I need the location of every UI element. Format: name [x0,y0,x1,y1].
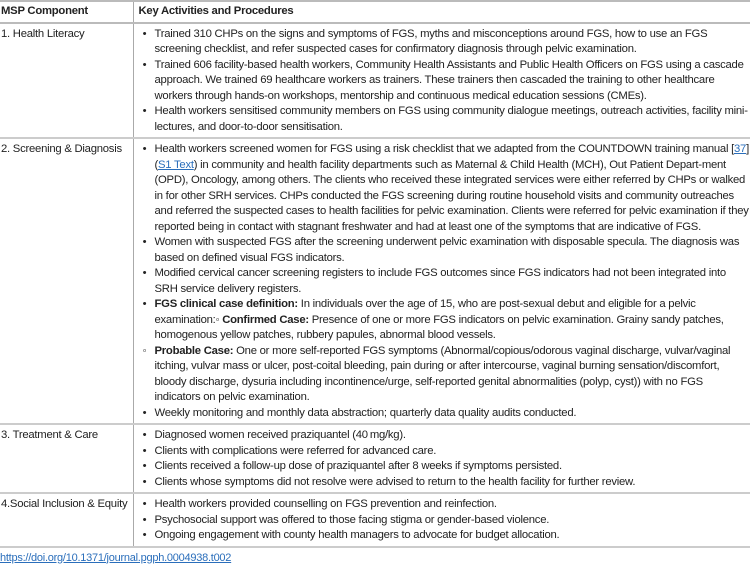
list-item: • Health workers sensitised community members on FGS using community dialogue meetings, outreach activities, facility mini-lectures, and door-to-door sensitisation. [139,104,750,135]
bullet-icon: • [139,58,151,74]
list-item: • Trained 606 facility-based health workers, Community Health Assistants and Public Health Officers on FGS using a cascade approach. We trained 69 healthcare workers as trainers. These trainers then cascaded the training to other healthcare workers through hands-on workshops, mentorship and continuous medical education sessions (CMEs). [139,58,750,105]
bullet-icon: • [139,459,151,475]
bullet-icon: • [139,513,151,529]
header-key-activities: Key Activities and Procedures [133,1,750,23]
s1-text-link[interactable]: S1 Text [158,159,194,171]
list-item: • Health workers provided counselling on FGS prevention and reinfection. [139,497,750,513]
component-cell: 1. Health Literacy [0,23,133,139]
table-row [0,23,750,139]
table-row [0,138,750,424]
list-item: • Clients received a follow-up dose of praziquantel after 8 weeks if symptoms persisted. [139,459,750,475]
activity-list [139,497,750,544]
bullet-icon: • [139,528,151,544]
bullet-icon: • [139,266,151,282]
reference-link-37[interactable]: 37 [734,143,746,155]
bullet-icon: • [139,497,151,513]
bullet-icon: • [139,27,151,43]
header-msp-component: MSP Component [0,1,133,23]
bullet-icon: • [139,475,151,491]
table-row [0,493,750,547]
bullet-icon: • [139,235,151,251]
bullet-icon: • [139,444,151,460]
list-item: • Clients with complications were referred for advanced care. [139,444,750,460]
doi-link[interactable]: https://doi.org/10.1371/journal.pgph.0004938.t002 [0,552,750,564]
bullet-icon: • [139,104,151,120]
activity-list [139,27,750,136]
list-item: • Psychosocial support was offered to those facing stigma or gender-based violence. [139,513,750,529]
table-header-row [0,1,750,23]
bullet-icon: • [139,406,151,422]
component-cell: 3. Treatment & Care [0,424,133,493]
list-item: • Women with suspected FGS after the screening underwent pelvic examination with disposable specula. The diagnosis was based on defined visual FGS indicators. [139,235,750,266]
bullet-icon: • [139,142,151,158]
sub-bullet-icon: ◦ [139,344,151,360]
bullet-icon: • [139,297,151,313]
list-item: • Clients whose symptoms did not resolve were advised to return to the health facility for further review. [139,475,750,491]
activity-list [139,142,750,421]
component-cell: 2. Screening & Diagnosis [0,138,133,424]
list-item: • Diagnosed women received praziquantel (40 mg/kg). [139,428,750,444]
list-item: • Ongoing engagement with county health managers to advocate for budget allocation. [139,528,750,544]
list-item: • Health workers screened women for FGS using a risk checklist that we adapted from the COUNTDOWN training manual [37] (S1 Text) in community and health facility departments such as Maternal & Child Health (MCH), Out Patient Depart-ment (OPD), Oncology, among others. The clients who received these integrated services were either referred by CHPs or walked in for other SRH services. CHPs conducted the FGS screening during routine household visits and community outreaches and referred the suspected cases to health facilities for pelvic examination. Clients were referred for pelvic examination if they reported being in contact with stagnant freshwater and had at least one of the symptoms that are indicative of FGS. [139,142,750,235]
component-cell: 4.Social Inclusion & Equity [0,493,133,547]
list-item: • Trained 310 CHPs on the signs and symptoms of FGS, myths and misconceptions around FGS, how to use an FGS screening checklist, and refer suspected cases for confirmatory diagnosis through pelvic examination. [139,27,750,58]
table-row [0,424,750,493]
list-item: • Modified cervical cancer screening registers to include FGS outcomes since FGS indicators had not been integrated into SRH service delivery registers. [139,266,750,297]
list-item: ◦ Probable Case: One or more self-reported FGS symptoms (Abnormal/copious/odorous vaginal discharge, vulvar/vaginal itching, vulvar mass or ulcer, post-coital bleeding, pain during or after intercourse, vaginal burning sensation/discomfort, bloody discharge, dysuria including incontinence/urge, self-reported genital abnormalities (polyp, cyst)) with no FGS indicators on pelvic examination. [139,344,750,406]
sub-bullet-icon: ◦ [216,314,220,326]
activity-list [139,428,750,490]
bullet-icon: • [139,428,151,444]
list-item: • Weekly monitoring and monthly data abstraction; quarterly data quality audits conducted. [139,406,750,422]
list-item: • FGS clinical case definition: In individuals over the age of 15, who are post-sexual debut and eligible for a pelvic examination:◦ Confirmed Case: Presence of one or more FGS indicators on pelvic examination. Grainy sandy patches, homogenous yellow patches, rubbery papules, abnormal blood vessels. [139,297,750,344]
